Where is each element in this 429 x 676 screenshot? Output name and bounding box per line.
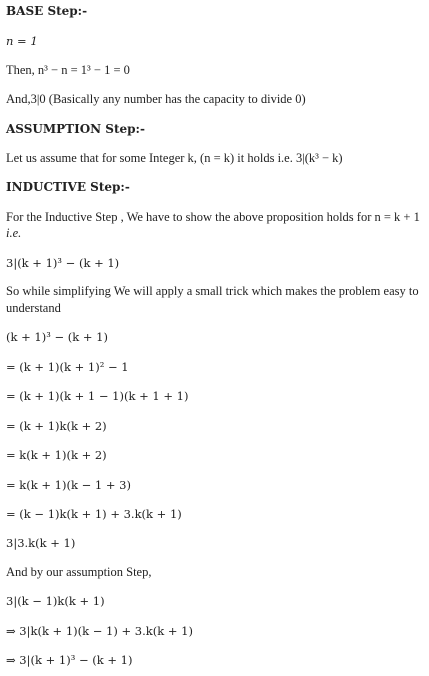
math-line: (k + 1)³ − (k + 1) [6, 330, 108, 344]
math-line: = (k − 1)k(k + 1) + 3.k(k + 1) [6, 507, 182, 521]
math-line: ⇒ 3|k(k + 1)(k − 1) + 3.k(k + 1) [6, 624, 193, 638]
assumption-step-heading: ASSUMPTION Step:- [6, 122, 145, 136]
math-line: 3|3.k(k + 1) [6, 536, 76, 550]
math-line: = (k + 1)(k + 1 − 1)(k + 1 + 1) [6, 389, 189, 403]
math-line: = (k + 1)k(k + 2) [6, 419, 107, 433]
math-line: = (k + 1)(k + 1)² − 1 [6, 360, 129, 374]
text-paragraph: So while simplifying We will apply a small trick which makes the problem easy to understand [6, 284, 419, 315]
math-line: n = 1 [6, 34, 38, 48]
math-line: 3|(k + 1)³ − (k + 1) [6, 256, 120, 270]
inductive-step-heading: INDUCTIVE Step:- [6, 180, 130, 194]
text-line: i.e. [6, 226, 22, 240]
math-line: = k(k + 1)(k + 2) [6, 448, 107, 462]
text-line: And,3|0 (Basically any number has the capacity to divide 0) [6, 92, 306, 106]
math-line: 3|(k − 1)k(k + 1) [6, 594, 105, 608]
base-step-heading: BASE Step:- [6, 4, 88, 18]
text-line: Let us assume that for some Integer k, (n = k) it holds i.e. 3|(k³ − k) [6, 151, 343, 165]
text-line: And by our assumption Step, [6, 565, 152, 579]
math-line: = k(k + 1)(k − 1 + 3) [6, 478, 131, 492]
math-line: ⇒ 3|(k + 1)³ − (k + 1) [6, 653, 133, 667]
text-line: For the Inductive Step , We have to show the above proposition holds for n = k + 1 [6, 210, 420, 224]
text-line: Then, n³ − n = 1³ − 1 = 0 [6, 63, 130, 77]
